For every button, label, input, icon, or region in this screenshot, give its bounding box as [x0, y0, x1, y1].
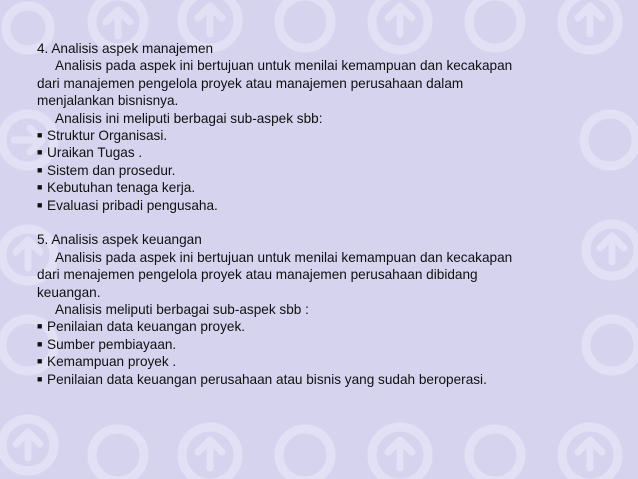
section5-heading: 5. Analisis aspek keuangan [37, 232, 202, 248]
bullet-text: Kebutuhan tenaga kerja. [47, 180, 196, 196]
section4-bullet-item [37, 197, 607, 214]
section4-bullet-item [37, 127, 607, 144]
section4-bullet-item [37, 162, 607, 179]
square-bullet-icon: ■ [37, 130, 43, 141]
section4-bullet-item [37, 144, 607, 161]
section5-intro: Analisis meliputi berbagai sub-aspek sbb : [55, 302, 309, 318]
section5-bullet-item [37, 336, 607, 353]
section5-bullet-item [37, 353, 607, 370]
bullet-text: Evaluasi pribadi pengusaha. [47, 197, 218, 213]
bullet-text: Struktur Organisasi. [47, 128, 168, 144]
bullet-text: Sumber pembiayaan. [47, 336, 177, 352]
section4-paragraph-line: dari manajemen pengelola proyek atau manajemen perusahaan dalam [37, 75, 464, 91]
section5-bullet-item [37, 371, 607, 388]
section5-paragraph-line: Analisis pada aspek ini bertujuan untuk menilai kemampuan dan kecakapan [55, 249, 513, 265]
bullet-text: Uraikan Tugas . [47, 145, 143, 161]
square-bullet-icon: ■ [37, 164, 43, 175]
section4-paragraph-line: Analisis pada aspek ini bertujuan untuk menilai kemampuan dan kecakapan [55, 58, 513, 74]
section-spacer [37, 214, 607, 231]
bullet-text: Penilaian data keuangan perusahaan atau bisnis yang sudah beroperasi. [47, 371, 487, 387]
bullet-text: Penilaian data keuangan proyek. [47, 319, 246, 335]
square-bullet-icon: ■ [37, 147, 43, 158]
section4-bullet-item [37, 179, 607, 196]
section4-paragraph-line: menjalankan bisnisnya. [37, 93, 179, 109]
slide-text-body [37, 40, 607, 388]
square-bullet-icon: ■ [37, 356, 43, 367]
bullet-text: Sistem dan prosedur. [47, 162, 176, 178]
section5-bullet-item [37, 318, 607, 335]
square-bullet-icon: ■ [37, 373, 43, 384]
section5-paragraph-line: dari menajemen pengelola proyek atau manajemen perusahaan dibidang [37, 267, 478, 283]
bullet-text: Kemampuan proyek . [47, 354, 177, 370]
square-bullet-icon: ■ [37, 338, 43, 349]
square-bullet-icon: ■ [37, 321, 43, 332]
section4-heading: 4. Analisis aspek manajemen [37, 41, 214, 56]
section4-intro: Analisis ini meliputi berbagai sub-aspek sbb: [55, 110, 323, 126]
section5-paragraph-line: keuangan. [37, 284, 101, 300]
square-bullet-icon: ■ [37, 182, 43, 193]
square-bullet-icon: ■ [37, 199, 43, 210]
